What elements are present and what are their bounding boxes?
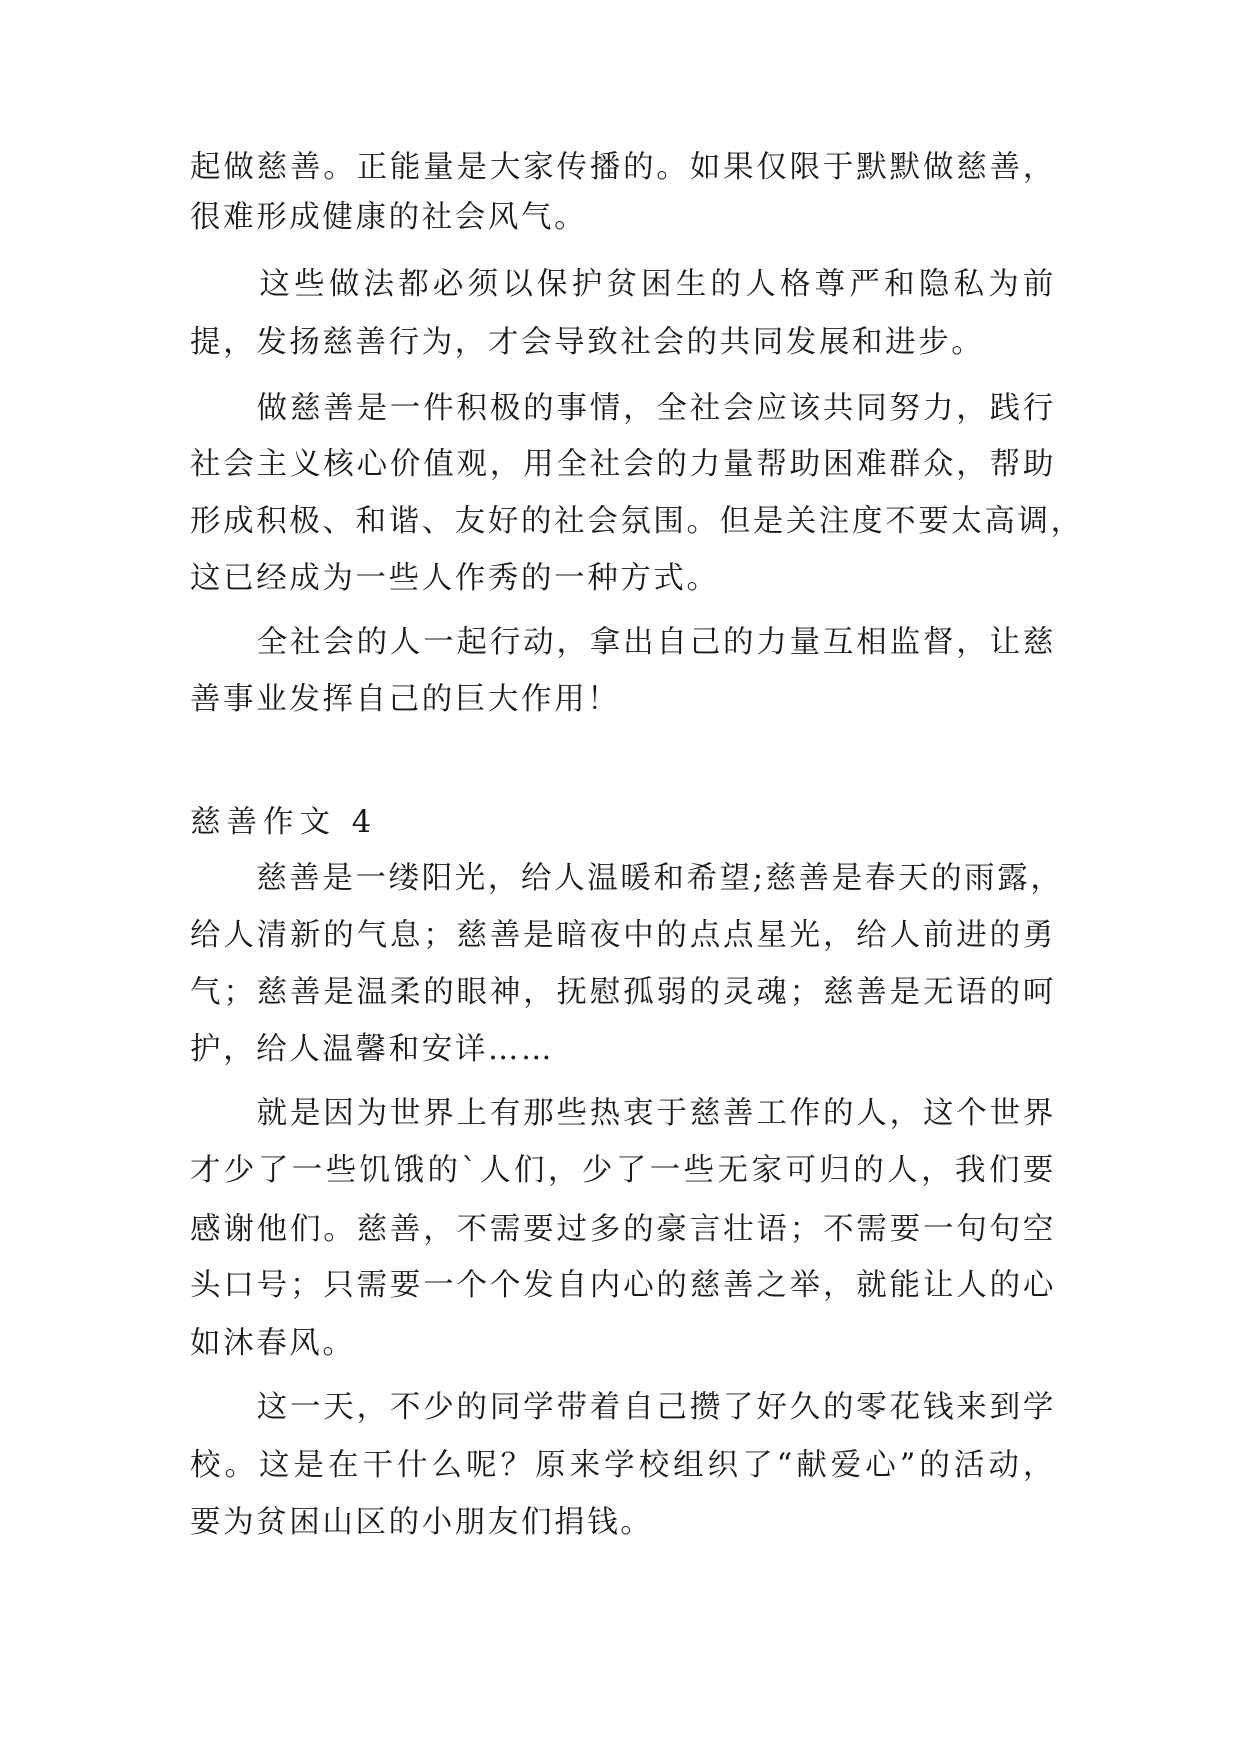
paragraph-line: 这些做法都必须以保护贫困生的人格尊严和隐私为前 [190, 267, 1056, 302]
paragraph-line: 给人清新的气息；慈善是暗夜中的点点星光，给人前进的勇 [190, 918, 1056, 953]
section-heading: 慈善作文 4 [190, 805, 378, 840]
paragraph-line: 校。这是在干什么呢？原来学校组织了“献爱心”的活动， [190, 1448, 1056, 1483]
paragraph-line: 如沐春风。 [190, 1326, 356, 1361]
paragraph-line: 要为贫困山区的小朋友们捐钱。 [190, 1505, 654, 1540]
paragraph-line: 起做慈善。正能量是大家传播的。如果仅限于默默做慈善， [190, 150, 1056, 185]
paragraph-line: 护，给人温馨和安详…… [190, 1032, 555, 1067]
paragraph-line: 很难形成健康的社会风气。 [190, 200, 588, 235]
paragraph-line: 这一天，不少的同学带着自己攒了好久的零花钱来到学 [190, 1390, 1056, 1425]
paragraph-line: 慈善是一缕阳光，给人温暖和希望;慈善是春天的雨露， [190, 861, 1064, 896]
paragraph-line: 全社会的人一起行动，拿出自己的力量互相监督，让慈 [190, 625, 1056, 660]
paragraph-line: 善事业发挥自己的巨大作用！ [190, 682, 621, 717]
paragraph-line: 形成积极、和谐、友好的社会氛围。但是关注度不要太高调， [190, 504, 1084, 539]
paragraph-line: 就是因为世界上有那些热衷于慈善工作的人，这个世界 [190, 1096, 1056, 1131]
paragraph-line: 提，发扬慈善行为，才会导致社会的共同发展和进步。 [190, 325, 985, 360]
paragraph-line: 这已经成为一些人作秀的一种方式。 [190, 561, 720, 596]
paragraph-line: 气；慈善是温柔的眼神，抚慰孤弱的灵魂；慈善是无语的呵 [190, 975, 1056, 1010]
paragraph-line: 才少了一些饥饿的`人们，少了一些无家可归的人，我们要 [190, 1153, 1056, 1188]
paragraph-line: 社会主义核心价值观，用全社会的力量帮助困难群众，帮助 [190, 447, 1056, 482]
paragraph-line: 做慈善是一件积极的事情，全社会应该共同努力，践行 [190, 391, 1056, 426]
paragraph-line: 感谢他们。慈善，不需要过多的豪言壮语；不需要一句句空 [190, 1212, 1056, 1247]
paragraph-line: 头口号；只需要一个个发自内心的慈善之举，就能让人的心 [190, 1268, 1056, 1303]
